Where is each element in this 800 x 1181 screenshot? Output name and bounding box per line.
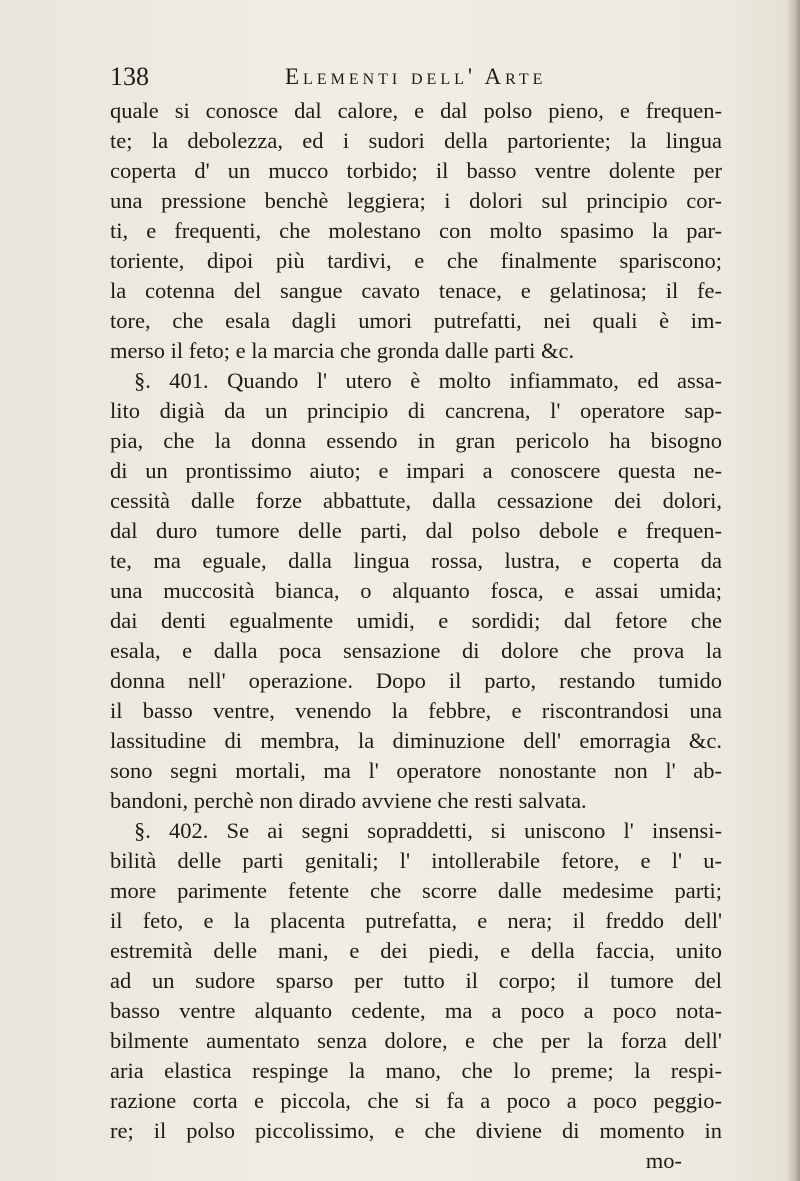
text-line: il basso ventre, venendo la febbre, e riscontrandosi una — [110, 698, 722, 723]
text-line: cessità dalle forze abbattute, dalla cessazione dei dolori, — [110, 488, 722, 513]
text-line: razione corta e piccola, che si fa a poco a poco peggio- — [110, 1088, 722, 1113]
text-line: sono segni mortali, ma l' operatore nonostante non l' ab- — [110, 758, 722, 783]
text-line: basso ventre alquanto cedente, ma a poco a poco nota- — [110, 998, 722, 1023]
text-line: te; la debolezza, ed i sudori della partoriente; la lingua — [110, 128, 722, 153]
paragraph-401-start: §. 401. Quando l' utero è molto infiammato, ed assa- — [134, 368, 722, 393]
text-line: dal duro tumore delle parti, dal polso debole e frequen- — [110, 518, 722, 543]
text-line: una pressione benchè leggiera; i dolori sul principio cor- — [110, 188, 722, 213]
text-line: bilità delle parti genitali; l' intollerabile fetore, e l' u- — [110, 848, 722, 873]
text-line: esala, e dalla poca sensazione di dolore che prova la — [110, 638, 722, 663]
body-text — [110, 96, 722, 1176]
text-line: ti, e frequenti, che molestano con molto spasimo la par- — [110, 218, 722, 243]
text-line: di un prontissimo aiuto; e impari a conoscere questa ne- — [110, 458, 722, 483]
text-line: bilmente aumentato senza dolore, e che per la forza dell' — [110, 1028, 722, 1053]
text-line: lassitudine di membra, la diminuzione dell' emorragia &c. — [110, 728, 722, 753]
text-line: toriente, dipoi più tardivi, e che finalmente spariscono; — [110, 248, 722, 273]
text-line: ad un sudore sparso per tutto il corpo; il tumore del — [110, 968, 722, 993]
running-head: Elementi dell' Arte — [285, 64, 547, 89]
catchword: mo- — [645, 1148, 682, 1173]
text-line: te, ma eguale, dalla lingua rossa, lustra, e coperta da — [110, 548, 722, 573]
text-line: coperta d' un mucco torbido; il basso ventre dolente per — [110, 158, 722, 183]
text-line: il feto, e la placenta putrefatta, e nera; il freddo dell' — [110, 908, 722, 933]
text-line: donna nell' operazione. Dopo il parto, restando tumido — [110, 668, 722, 693]
text-line: more parimente fetente che scorre dalle medesime parti; — [110, 878, 722, 903]
text-line: la cotenna del sangue cavato tenace, e gelatinosa; il fe- — [110, 278, 722, 303]
page-number: 138 — [110, 62, 149, 91]
text-line: lito digià da un principio di cancrena, l' operatore sap- — [110, 398, 722, 423]
text-line: pia, che la donna essendo in gran pericolo ha bisogno — [110, 428, 722, 453]
text-line: una muccosità bianca, o alquanto fosca, e assai umida; — [110, 578, 722, 603]
text-line: tore, che esala dagli umori putrefatti, nei quali è im- — [110, 308, 722, 333]
text-line: aria elastica respinge la mano, che lo preme; la respi- — [110, 1058, 722, 1083]
text-line: re; il polso piccolissimo, e che diviene di momento in — [110, 1118, 722, 1143]
paragraph-402-start: §. 402. Se ai segni sopraddetti, si uniscono l' insensi- — [134, 818, 722, 843]
text-line: quale si conosce dal calore, e dal polso pieno, e frequen- — [110, 98, 722, 123]
text-line: bandoni, perchè non dirado avviene che resti salvata. — [110, 788, 587, 813]
text-line: estremità delle mani, e dei piedi, e della faccia, unito — [110, 938, 722, 963]
text-line: dai denti egualmente umidi, e sordidi; dal fetore che — [110, 608, 722, 633]
page-edge-shadow — [786, 0, 800, 1181]
page-header — [110, 62, 720, 92]
text-line: merso il feto; e la marcia che gronda dalle parti &c. — [110, 338, 575, 363]
